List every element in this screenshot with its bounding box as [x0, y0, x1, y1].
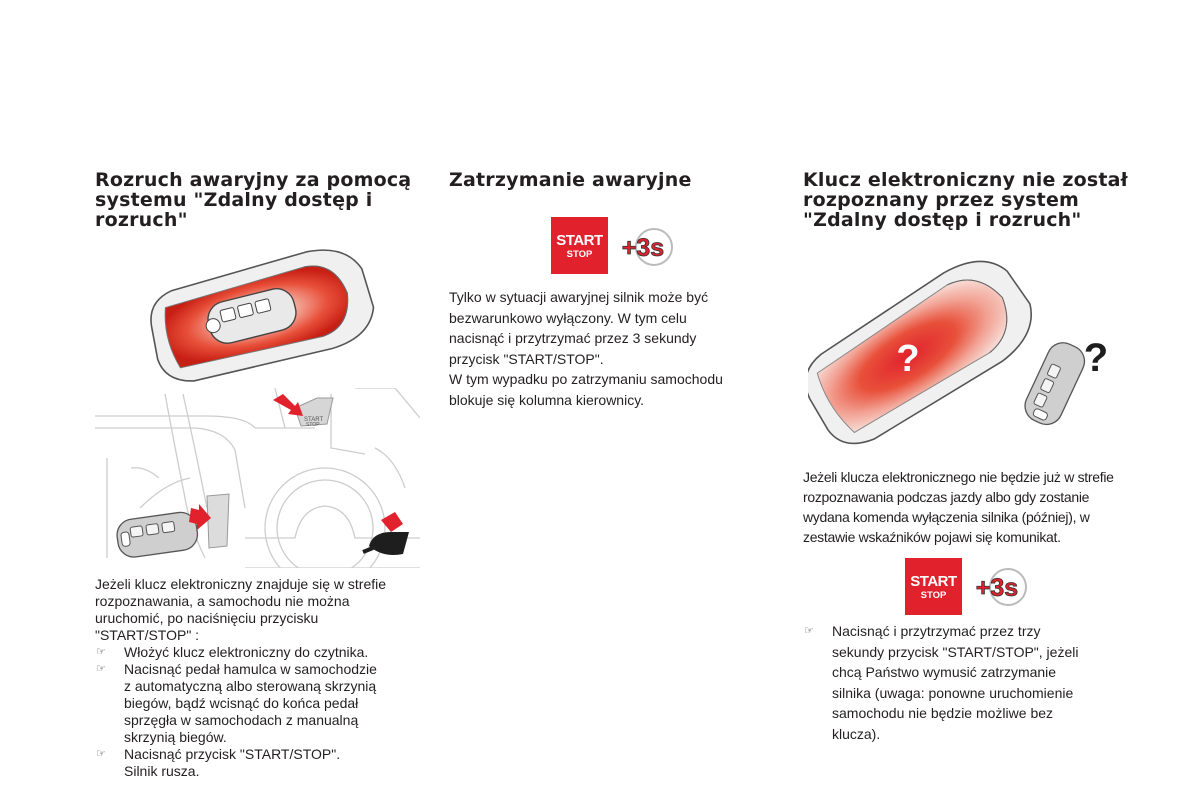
emergency-start-text — [95, 576, 425, 780]
question-mark-key: ? — [1083, 336, 1109, 380]
key-not-recognized-text: Jeżeli klucza elektronicznego nie będzie już w strefie rozpoznawania podczas jazdy albo gdy zostanie wydana komenda wyłączenia silnika (później), w zestawie wskaźników pojawi się komunikat. — [803, 469, 1114, 545]
question-mark-car: ? — [896, 338, 920, 380]
start-stop-badge: START STOP — [905, 558, 962, 615]
car-key-not-recognized-illustration — [808, 245, 1138, 445]
svg-text:+3s: +3s — [621, 234, 665, 262]
svg-text:+3s: +3s — [975, 574, 1019, 602]
column-emergency-start — [95, 170, 425, 230]
start-stop-badge: START STOP — [551, 217, 608, 274]
emergency-stop-text: Tylko w sytuacji awaryjnej silnik może być bezwarunkowo wyłączony. W tym celu nacisnąć i przytrzymać przez 3 sekundy przycisk "START/STOP". W tym wypadku po zatrzymaniu samochodu blokuje się kolumna kierownicy. — [449, 289, 723, 408]
plus-3-seconds-icon — [966, 566, 1028, 608]
column-key-not-recognized — [803, 170, 1143, 230]
key-not-recognized-step — [803, 621, 1143, 744]
section-heading-emergency-stop: Zatrzymanie awaryjne — [449, 169, 692, 191]
dashboard-illustration — [95, 388, 420, 568]
pointing-hand-icon: ☞ — [96, 646, 106, 658]
emergency-start-steps — [95, 644, 425, 780]
pointing-hand-icon: ☞ — [96, 663, 106, 675]
pointing-hand-icon: ☞ — [804, 625, 814, 637]
column-emergency-stop — [449, 170, 769, 190]
list-item: ☞ Nacisnąć przycisk "START/STOP". Silnik rusza. — [96, 746, 341, 779]
list-item: ☞ Nacisnąć i przytrzymać przez trzy sekundy przycisk "START/STOP", jeżeli chcą Państwo wymusić zatrzymanie silnika (uwaga: ponowne uruchomienie samochodu nie będzie możliwe bez klucza). — [804, 623, 1079, 742]
svg-text:STOP: STOP — [306, 422, 320, 428]
section-heading-emergency-start: Rozruch awaryjny za pomocą systemu "Zdalny dostęp i rozruch" — [95, 169, 412, 231]
pointing-hand-icon: ☞ — [96, 748, 106, 760]
svg-text:START: START — [304, 417, 324, 423]
list-item: ☞ Nacisnąć pedał hamulca w samochodzie z automatyczną albo sterowaną skrzynią biegów, bądź wcisnąć do końca pedał sprzęgła w samochodach z manualną skrzynią biegów. — [96, 661, 377, 745]
car-key-zone-illustration — [140, 245, 380, 385]
section-heading-key-not-recognized: Klucz elektroniczny nie został rozpoznany przez system "Zdalny dostęp i rozruch" — [803, 169, 1128, 231]
plus-3-seconds-icon — [612, 226, 674, 268]
list-item: ☞ Włożyć klucz elektroniczny do czytnika. — [96, 644, 369, 660]
emergency-start-intro: Jeżeli klucz elektroniczny znajduje się w strefie rozpoznawania, a samochodu nie można uruchomić, po naciśnięciu przycisku "START/STOP" : — [95, 576, 387, 643]
